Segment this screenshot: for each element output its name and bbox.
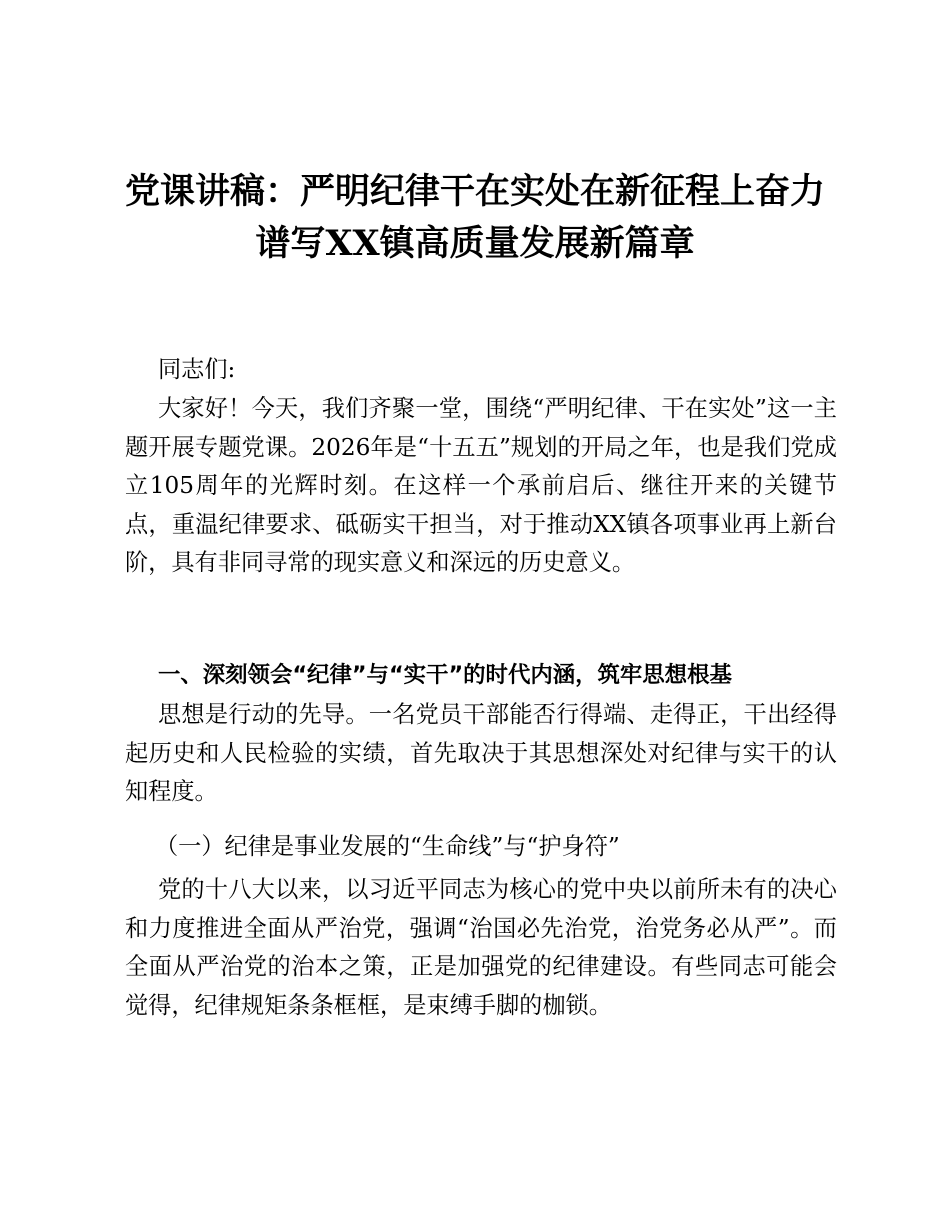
greeting: 同志们: bbox=[158, 356, 236, 383]
section-heading-1: 一、深刻领会“纪律”与“实干”的时代内涵，筑牢思想根基 bbox=[158, 662, 732, 688]
paragraph-thought: 思想是行动的先导。一名党员干部能否行得端、走得正，干出经得起历史和人民检验的实绩，首先取决于其思想深处对纪律与实干的认知程度。 bbox=[125, 701, 837, 805]
paragraph-discipline: 党的十八大以来，以习近平同志为核心的党中央以前所未有的决心和力度推进全面从严治党，强调“治国必先治党，治党务必从严”。而全面从严治党的治本之策，正是加强党的纪律建设。有些同志可能会觉得，纪律规矩条条框框，是束缚手脚的枷锁。 bbox=[125, 876, 837, 1019]
subsection-heading-1: （一）纪律是事业发展的“生命线”与“护身符” bbox=[155, 833, 620, 860]
document-title-line-2: 谱写XX镇高质量发展新篇章 bbox=[255, 223, 695, 264]
paragraph-intro: 大家好！今天，我们齐聚一堂，围绕“严明纪律、干在实处”这一主题开展专题党课。2026年是“十五五”规划的开局之年，也是我们党成立105周年的光辉时刻。在这样一个承前启后、继往开来的关键节点，重温纪律要求、砥砺实干担当，对于推动XX镇各项事业再上新台阶，具有非同寻常的现实意义和深远的历史意义。 bbox=[125, 395, 837, 576]
document-title-line-1: 党课讲稿：严明纪律干在实处在新征程上奋力 bbox=[124, 171, 825, 212]
